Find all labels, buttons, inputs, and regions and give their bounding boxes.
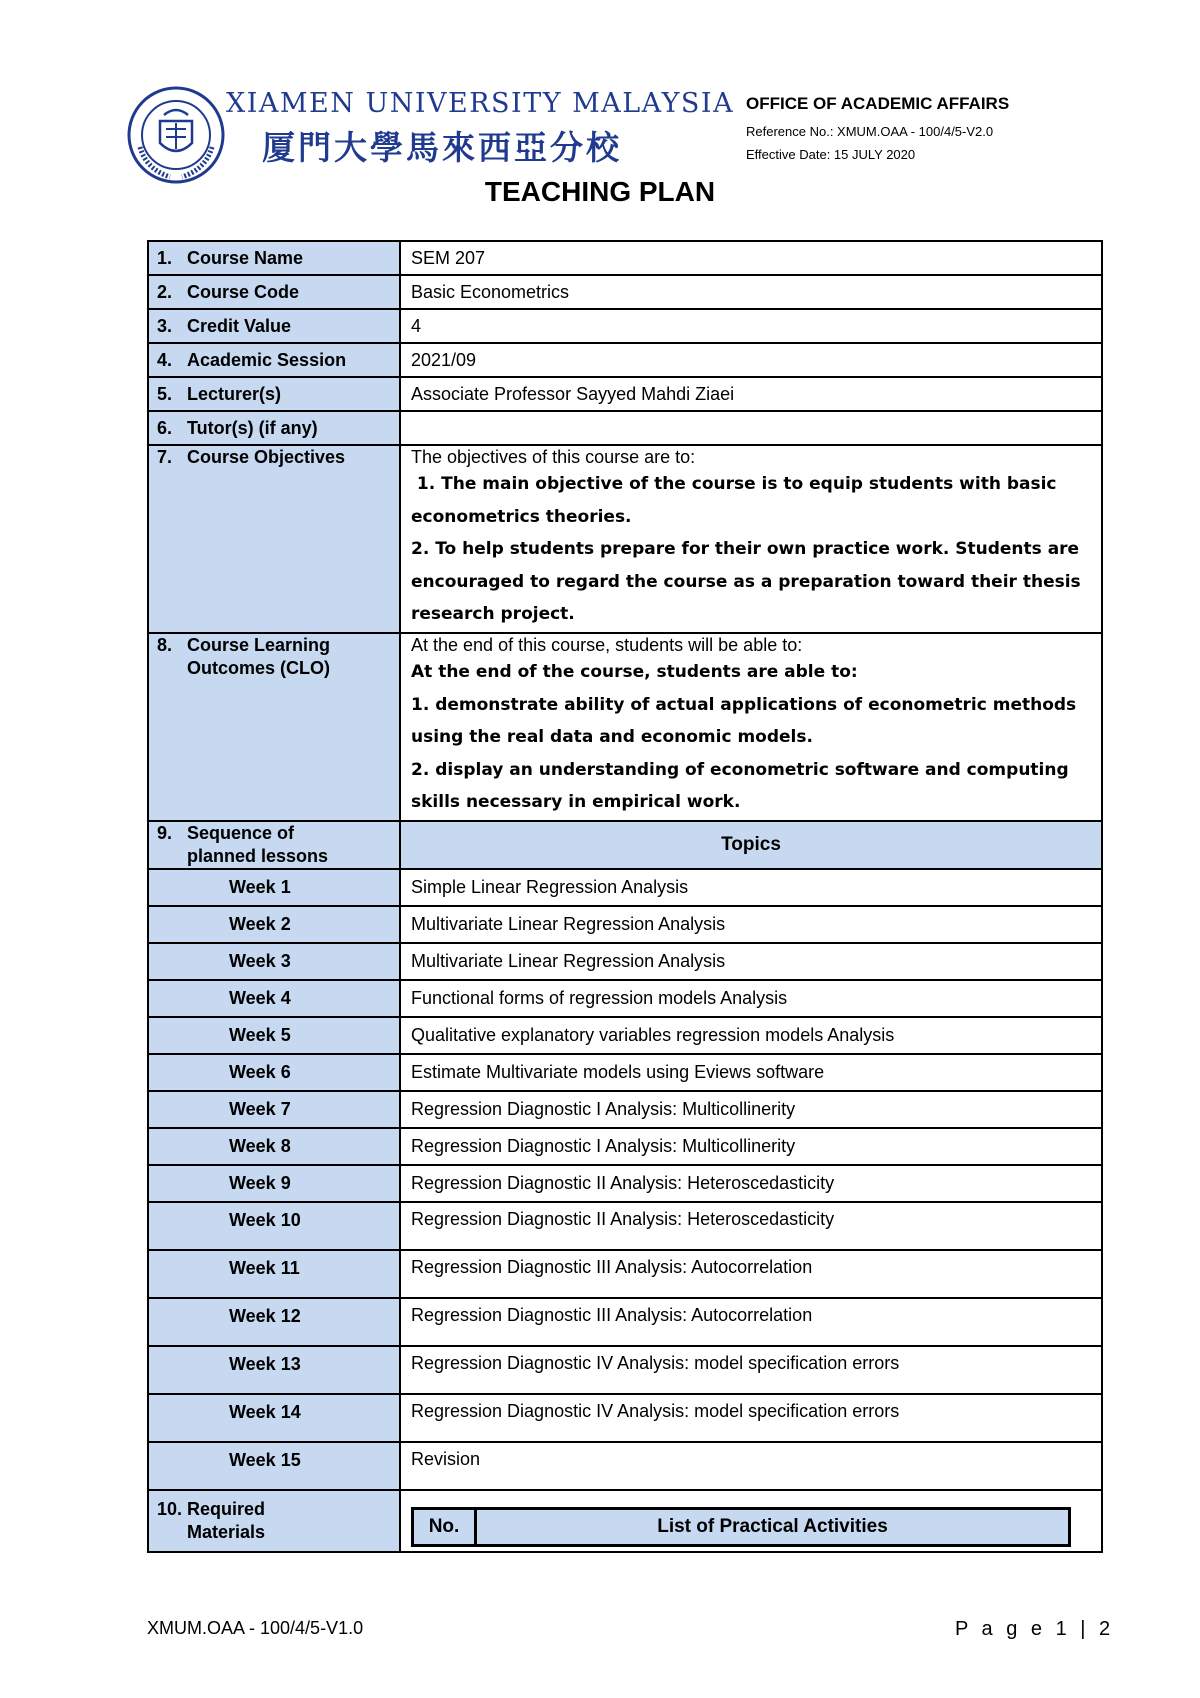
field-label: Sequence of [187, 823, 295, 843]
week-label: Week 3 [148, 943, 400, 980]
page-title: TEACHING PLAN [484, 176, 716, 207]
week-row [148, 1346, 1102, 1394]
field-value-course-code: Basic Econometrics [400, 275, 1102, 309]
field-row-academic-session [148, 343, 1102, 377]
field-value-credit-value: 4 [400, 309, 1102, 343]
week-label: Week 12 [148, 1298, 400, 1346]
week-row [148, 1128, 1102, 1165]
objectives-intro: The objectives of this course are to: [411, 447, 696, 467]
clo-intro: At the end of this course, students will be able to: [411, 635, 803, 655]
field-row-lecturers [148, 377, 1102, 411]
objective-line: encouraged to regard the course as a preparation toward their thesis [411, 571, 1081, 592]
week-row [148, 1298, 1102, 1346]
field-label: Course Name [187, 247, 304, 268]
footer-page-number: P a g e 1 | 2 [955, 1618, 1115, 1640]
field-row-tutors [148, 411, 1102, 445]
week-topic: Multivariate Linear Regression Analysis [400, 943, 1102, 980]
week-row [148, 1202, 1102, 1250]
field-label: planned lessons [187, 846, 329, 866]
clo-line: using the real data and economic models. [411, 727, 813, 747]
week-label: Week 1 [148, 869, 400, 906]
week-row [148, 1442, 1102, 1490]
week-label: Week 13 [148, 1346, 400, 1394]
week-topic: Revision [400, 1442, 1102, 1490]
week-label: Week 11 [148, 1250, 400, 1298]
field-label: Outcomes (CLO) [187, 658, 331, 678]
field-label: Academic Session [187, 349, 347, 370]
week-row [148, 1394, 1102, 1442]
objective-line: research project. [411, 604, 575, 624]
clo-line: skills necessary in empirical work. [411, 792, 741, 812]
field-label: Credit Value [187, 315, 292, 336]
clo-line: 2. display an understanding of econometric software and computing [411, 759, 1069, 780]
week-label: Week 6 [148, 1054, 400, 1091]
field-label: Required [187, 1499, 266, 1519]
university-name-chinese: 厦門大學馬來西亞分校 [262, 128, 622, 167]
week-topic: Regression Diagnostic I Analysis: Multicollinerity [400, 1091, 1102, 1128]
sequence-header-row [148, 821, 1102, 869]
column-header-no: No. [413, 1509, 476, 1546]
reference-number: Reference No.: XMUM.OAA - 100/4/5-V2.0 [746, 124, 994, 139]
objectives-row [148, 445, 1102, 633]
week-topic: Qualitative explanatory variables regression models Analysis [400, 1017, 1102, 1054]
week-topic: Multivariate Linear Regression Analysis [400, 906, 1102, 943]
field-number: 3. [157, 315, 173, 336]
week-label: Week 7 [148, 1091, 400, 1128]
week-row [148, 980, 1102, 1017]
week-row [148, 869, 1102, 906]
week-topic: Regression Diagnostic II Analysis: Heteroscedasticity [400, 1202, 1102, 1250]
materials-content [400, 1490, 1102, 1552]
field-value-tutors [400, 411, 1102, 445]
week-row [148, 1054, 1102, 1091]
field-number: 9. [157, 823, 173, 843]
week-row [148, 1091, 1102, 1128]
topics-header: Topics [400, 821, 1102, 869]
week-row [148, 943, 1102, 980]
university-seal-logo [126, 85, 226, 185]
field-number: 8. [157, 635, 173, 655]
week-topic: Estimate Multivariate models using Eviews software [400, 1054, 1102, 1091]
field-row-course-code [148, 275, 1102, 309]
effective-date: Effective Date: 15 JULY 2020 [746, 147, 916, 162]
week-topic: Regression Diagnostic I Analysis: Multicollinerity [400, 1128, 1102, 1165]
field-label: Course Learning [187, 635, 331, 655]
field-row-credit-value [148, 309, 1102, 343]
week-label: Week 9 [148, 1165, 400, 1202]
practical-activities-table [411, 1507, 1071, 1547]
field-number: 1. [157, 247, 173, 268]
footer-document-code: XMUM.OAA - 100/4/5-V1.0 [147, 1618, 364, 1638]
week-topic: Regression Diagnostic IV Analysis: model specification errors [400, 1394, 1102, 1442]
field-value-lecturers: Associate Professor Sayyed Mahdi Ziaei [400, 377, 1102, 411]
week-row [148, 1017, 1102, 1054]
week-topic: Regression Diagnostic III Analysis: Autocorrelation [400, 1298, 1102, 1346]
document-header [126, 80, 1066, 180]
field-number: 10. [157, 1499, 183, 1519]
clo-line: 1. demonstrate ability of actual applications of econometric methods [411, 694, 1077, 715]
objective-line: 2. To help students prepare for their own practice work. Students are [411, 539, 1080, 559]
week-topic: Simple Linear Regression Analysis [400, 869, 1102, 906]
field-label: Materials [187, 1522, 266, 1542]
clo-row [148, 633, 1102, 821]
week-topic: Regression Diagnostic III Analysis: Autocorrelation [400, 1250, 1102, 1298]
office-name: OFFICE OF ACADEMIC AFFAIRS [746, 94, 1010, 113]
week-topic: Regression Diagnostic II Analysis: Heteroscedasticity [400, 1165, 1102, 1202]
field-number: 5. [157, 383, 173, 404]
field-number: 4. [157, 349, 173, 370]
week-row [148, 1165, 1102, 1202]
week-label: Week 14 [148, 1394, 400, 1442]
objective-line: 1. The main objective of the course is to equip students with basic [411, 474, 1057, 494]
objective-line: econometrics theories. [411, 506, 632, 527]
materials-row [148, 1490, 1102, 1552]
week-topic: Functional forms of regression models Analysis [400, 980, 1102, 1017]
field-number: 7. [157, 447, 173, 467]
week-row [148, 906, 1102, 943]
university-name-english: XIAMEN UNIVERSITY MALAYSIA [226, 88, 735, 119]
column-header-activities: List of Practical Activities [476, 1509, 1070, 1546]
week-row [148, 1250, 1102, 1298]
field-value-course-name: SEM 207 [400, 241, 1102, 275]
field-label: Course Objectives [187, 447, 346, 467]
field-number: 2. [157, 281, 173, 302]
field-number: 6. [157, 417, 173, 438]
field-label: Tutor(s) (if any) [187, 417, 318, 438]
field-row-course-name [148, 241, 1102, 275]
week-label: Week 10 [148, 1202, 400, 1250]
field-label: Lecturer(s) [187, 383, 282, 404]
week-label: Week 2 [148, 906, 400, 943]
field-value-academic-session: 2021/09 [400, 343, 1102, 377]
clo-line: At the end of the course, students are able to: [411, 662, 858, 682]
week-label: Week 8 [148, 1128, 400, 1165]
field-label: Course Code [187, 281, 300, 302]
teaching-plan-table [147, 240, 1103, 1553]
week-label: Week 4 [148, 980, 400, 1017]
week-label: Week 5 [148, 1017, 400, 1054]
week-topic: Regression Diagnostic IV Analysis: model specification errors [400, 1346, 1102, 1394]
week-label: Week 15 [148, 1442, 400, 1490]
